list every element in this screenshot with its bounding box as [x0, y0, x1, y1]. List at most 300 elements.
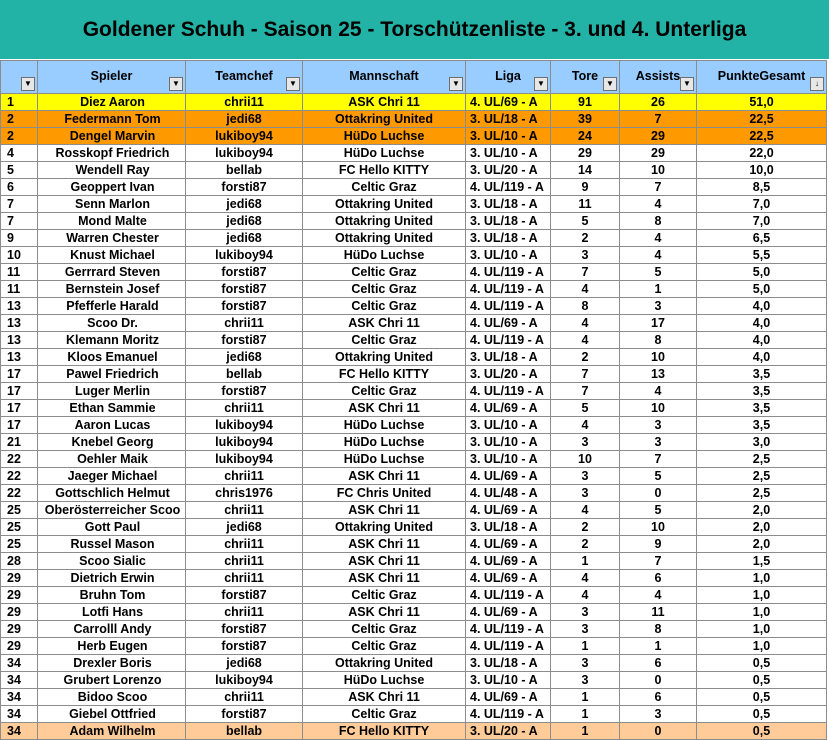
rank-cell[interactable]: 34 — [1, 706, 38, 723]
goals-cell[interactable]: 4 — [551, 502, 620, 519]
liga-cell[interactable]: 3. UL/20 - A — [466, 723, 551, 740]
rank-cell[interactable]: 28 — [1, 553, 38, 570]
teamchef-cell[interactable]: lukiboy94 — [186, 672, 303, 689]
goals-cell[interactable]: 2 — [551, 230, 620, 247]
rank-cell[interactable]: 13 — [1, 298, 38, 315]
points-cell[interactable]: 7,0 — [697, 213, 827, 230]
liga-cell[interactable]: 3. UL/20 - A — [466, 366, 551, 383]
rank-cell[interactable]: 22 — [1, 485, 38, 502]
rank-cell[interactable]: 13 — [1, 349, 38, 366]
team-cell[interactable]: Ottakring United — [303, 196, 466, 213]
team-cell[interactable]: Celtic Graz — [303, 621, 466, 638]
goals-cell[interactable]: 4 — [551, 570, 620, 587]
dropdown-arrow-icon[interactable]: ▼ — [603, 77, 617, 91]
points-cell[interactable]: 1,0 — [697, 638, 827, 655]
liga-cell[interactable]: 4. UL/69 - A — [466, 604, 551, 621]
rank-cell[interactable]: 29 — [1, 621, 38, 638]
teamchef-cell[interactable]: forsti87 — [186, 179, 303, 196]
goals-cell[interactable]: 3 — [551, 434, 620, 451]
teamchef-cell[interactable]: lukiboy94 — [186, 434, 303, 451]
goals-cell[interactable]: 11 — [551, 196, 620, 213]
assists-cell[interactable]: 11 — [620, 604, 697, 621]
player-cell[interactable]: Knebel Georg — [38, 434, 186, 451]
team-cell[interactable]: FC Chris United — [303, 485, 466, 502]
team-cell[interactable]: ASK Chri 11 — [303, 94, 466, 111]
assists-cell[interactable]: 4 — [620, 587, 697, 604]
rank-cell[interactable]: 34 — [1, 672, 38, 689]
player-cell[interactable]: Pawel Friedrich — [38, 366, 186, 383]
liga-cell[interactable]: 4. UL/119 - A — [466, 383, 551, 400]
player-cell[interactable]: Gott Paul — [38, 519, 186, 536]
rank-cell[interactable]: 25 — [1, 536, 38, 553]
rank-cell[interactable]: 4 — [1, 145, 38, 162]
liga-cell[interactable]: 3. UL/10 - A — [466, 128, 551, 145]
teamchef-cell[interactable]: forsti87 — [186, 621, 303, 638]
goals-cell[interactable]: 29 — [551, 145, 620, 162]
player-cell[interactable]: Dengel Marvin — [38, 128, 186, 145]
liga-cell[interactable]: 4. UL/119 - A — [466, 281, 551, 298]
liga-cell[interactable]: 3. UL/10 - A — [466, 434, 551, 451]
rank-cell[interactable]: 25 — [1, 519, 38, 536]
player-cell[interactable]: Dietrich Erwin — [38, 570, 186, 587]
goals-cell[interactable]: 3 — [551, 621, 620, 638]
points-cell[interactable]: 10,0 — [697, 162, 827, 179]
points-cell[interactable]: 4,0 — [697, 349, 827, 366]
liga-cell[interactable]: 3. UL/10 - A — [466, 451, 551, 468]
team-cell[interactable]: ASK Chri 11 — [303, 689, 466, 706]
teamchef-cell[interactable]: bellab — [186, 723, 303, 740]
liga-cell[interactable]: 3. UL/10 - A — [466, 145, 551, 162]
team-cell[interactable]: Ottakring United — [303, 111, 466, 128]
points-cell[interactable]: 4,0 — [697, 298, 827, 315]
teamchef-cell[interactable]: lukiboy94 — [186, 417, 303, 434]
points-cell[interactable]: 4,0 — [697, 315, 827, 332]
team-cell[interactable]: ASK Chri 11 — [303, 400, 466, 417]
player-cell[interactable]: Geoppert Ivan — [38, 179, 186, 196]
liga-cell[interactable]: 4. UL/119 - A — [466, 638, 551, 655]
assists-cell[interactable]: 6 — [620, 655, 697, 672]
player-cell[interactable]: Federmann Tom — [38, 111, 186, 128]
liga-cell[interactable]: 3. UL/18 - A — [466, 213, 551, 230]
teamchef-cell[interactable]: forsti87 — [186, 706, 303, 723]
team-cell[interactable]: FC Hello KITTY — [303, 162, 466, 179]
player-cell[interactable]: Jaeger Michael — [38, 468, 186, 485]
rank-cell[interactable]: 10 — [1, 247, 38, 264]
goals-cell[interactable]: 1 — [551, 723, 620, 740]
rank-cell[interactable]: 17 — [1, 366, 38, 383]
player-cell[interactable]: Kloos Emanuel — [38, 349, 186, 366]
liga-cell[interactable]: 3. UL/18 - A — [466, 519, 551, 536]
team-cell[interactable]: Celtic Graz — [303, 179, 466, 196]
rank-cell[interactable]: 1 — [1, 94, 38, 111]
teamchef-cell[interactable]: lukiboy94 — [186, 128, 303, 145]
teamchef-cell[interactable]: chrii11 — [186, 400, 303, 417]
liga-cell[interactable]: 4. UL/69 - A — [466, 570, 551, 587]
teamchef-cell[interactable]: jedi68 — [186, 655, 303, 672]
goals-cell[interactable]: 10 — [551, 451, 620, 468]
teamchef-cell[interactable]: lukiboy94 — [186, 145, 303, 162]
team-cell[interactable]: Celtic Graz — [303, 706, 466, 723]
team-cell[interactable]: ASK Chri 11 — [303, 604, 466, 621]
assists-cell[interactable]: 10 — [620, 519, 697, 536]
assists-cell[interactable]: 6 — [620, 689, 697, 706]
points-cell[interactable]: 5,0 — [697, 264, 827, 281]
liga-cell[interactable]: 3. UL/10 - A — [466, 417, 551, 434]
goals-cell[interactable]: 1 — [551, 553, 620, 570]
liga-cell[interactable]: 4. UL/119 - A — [466, 587, 551, 604]
points-cell[interactable]: 2,0 — [697, 519, 827, 536]
points-cell[interactable]: 4,0 — [697, 332, 827, 349]
teamchef-cell[interactable]: forsti87 — [186, 587, 303, 604]
points-cell[interactable]: 0,5 — [697, 723, 827, 740]
teamchef-cell[interactable]: chrii11 — [186, 553, 303, 570]
team-cell[interactable]: Celtic Graz — [303, 383, 466, 400]
liga-cell[interactable]: 4. UL/119 - A — [466, 179, 551, 196]
team-cell[interactable]: Celtic Graz — [303, 638, 466, 655]
team-cell[interactable]: ASK Chri 11 — [303, 315, 466, 332]
assists-cell[interactable]: 3 — [620, 706, 697, 723]
goals-cell[interactable]: 3 — [551, 468, 620, 485]
points-cell[interactable]: 22,5 — [697, 128, 827, 145]
teamchef-cell[interactable]: chrii11 — [186, 502, 303, 519]
assists-cell[interactable]: 3 — [620, 434, 697, 451]
goals-cell[interactable]: 1 — [551, 706, 620, 723]
rank-cell[interactable]: 13 — [1, 332, 38, 349]
rank-cell[interactable]: 21 — [1, 434, 38, 451]
liga-cell[interactable]: 3. UL/18 - A — [466, 655, 551, 672]
team-cell[interactable]: HüDo Luchse — [303, 672, 466, 689]
teamchef-cell[interactable]: lukiboy94 — [186, 247, 303, 264]
liga-cell[interactable]: 4. UL/119 - A — [466, 332, 551, 349]
points-cell[interactable]: 2,0 — [697, 536, 827, 553]
points-cell[interactable]: 2,5 — [697, 451, 827, 468]
player-cell[interactable]: Bruhn Tom — [38, 587, 186, 604]
liga-cell[interactable]: 4. UL/48 - A — [466, 485, 551, 502]
team-cell[interactable]: FC Hello KITTY — [303, 723, 466, 740]
assists-cell[interactable]: 3 — [620, 298, 697, 315]
teamchef-cell[interactable]: lukiboy94 — [186, 451, 303, 468]
dropdown-arrow-icon[interactable]: ▼ — [680, 77, 694, 91]
goals-cell[interactable]: 5 — [551, 400, 620, 417]
points-cell[interactable]: 51,0 — [697, 94, 827, 111]
dropdown-arrow-icon[interactable]: ▼ — [21, 77, 35, 91]
assists-cell[interactable]: 5 — [620, 264, 697, 281]
points-cell[interactable]: 0,5 — [697, 672, 827, 689]
points-cell[interactable]: 1,0 — [697, 587, 827, 604]
goals-cell[interactable]: 7 — [551, 264, 620, 281]
assists-cell[interactable]: 0 — [620, 485, 697, 502]
assists-cell[interactable]: 4 — [620, 230, 697, 247]
dropdown-arrow-icon[interactable]: ▼ — [286, 77, 300, 91]
teamchef-cell[interactable]: chrii11 — [186, 536, 303, 553]
assists-cell[interactable]: 7 — [620, 179, 697, 196]
assists-cell[interactable]: 13 — [620, 366, 697, 383]
teamchef-cell[interactable]: forsti87 — [186, 281, 303, 298]
dropdown-arrow-icon[interactable]: ▼ — [449, 77, 463, 91]
teamchef-cell[interactable]: chrii11 — [186, 94, 303, 111]
player-cell[interactable]: Herb Eugen — [38, 638, 186, 655]
rank-cell[interactable]: 34 — [1, 655, 38, 672]
rank-cell[interactable]: 34 — [1, 723, 38, 740]
liga-cell[interactable]: 4. UL/119 - A — [466, 621, 551, 638]
liga-cell[interactable]: 3. UL/18 - A — [466, 349, 551, 366]
team-cell[interactable]: ASK Chri 11 — [303, 570, 466, 587]
teamchef-cell[interactable]: chris1976 — [186, 485, 303, 502]
assists-cell[interactable]: 4 — [620, 247, 697, 264]
goals-cell[interactable]: 5 — [551, 213, 620, 230]
liga-cell[interactable]: 4. UL/119 - A — [466, 298, 551, 315]
points-cell[interactable]: 2,0 — [697, 502, 827, 519]
team-cell[interactable]: Celtic Graz — [303, 298, 466, 315]
player-cell[interactable]: Bidoo Scoo — [38, 689, 186, 706]
assists-cell[interactable]: 5 — [620, 502, 697, 519]
teamchef-cell[interactable]: chrii11 — [186, 468, 303, 485]
player-cell[interactable]: Scoo Dr. — [38, 315, 186, 332]
points-cell[interactable]: 0,5 — [697, 655, 827, 672]
goals-cell[interactable]: 2 — [551, 519, 620, 536]
liga-cell[interactable]: 4. UL/69 - A — [466, 536, 551, 553]
goals-cell[interactable]: 2 — [551, 536, 620, 553]
points-cell[interactable]: 3,5 — [697, 383, 827, 400]
teamchef-cell[interactable]: jedi68 — [186, 349, 303, 366]
assists-cell[interactable]: 7 — [620, 553, 697, 570]
goals-cell[interactable]: 3 — [551, 604, 620, 621]
team-cell[interactable]: Celtic Graz — [303, 281, 466, 298]
rank-cell[interactable]: 22 — [1, 451, 38, 468]
liga-cell[interactable]: 3. UL/20 - A — [466, 162, 551, 179]
goals-cell[interactable]: 1 — [551, 638, 620, 655]
team-cell[interactable]: HüDo Luchse — [303, 451, 466, 468]
points-cell[interactable]: 0,5 — [697, 689, 827, 706]
assists-cell[interactable]: 8 — [620, 621, 697, 638]
rank-cell[interactable]: 34 — [1, 689, 38, 706]
player-cell[interactable]: Grubert Lorenzo — [38, 672, 186, 689]
points-cell[interactable]: 8,5 — [697, 179, 827, 196]
assists-cell[interactable]: 7 — [620, 451, 697, 468]
team-cell[interactable]: Ottakring United — [303, 230, 466, 247]
player-cell[interactable]: Drexler Boris — [38, 655, 186, 672]
assists-cell[interactable]: 1 — [620, 281, 697, 298]
rank-cell[interactable]: 17 — [1, 400, 38, 417]
goals-cell[interactable]: 3 — [551, 247, 620, 264]
goals-cell[interactable]: 8 — [551, 298, 620, 315]
rank-cell[interactable]: 29 — [1, 570, 38, 587]
assists-cell[interactable]: 0 — [620, 672, 697, 689]
goals-cell[interactable]: 14 — [551, 162, 620, 179]
points-cell[interactable]: 3,5 — [697, 417, 827, 434]
player-cell[interactable]: Klemann Moritz — [38, 332, 186, 349]
assists-cell[interactable]: 17 — [620, 315, 697, 332]
assists-cell[interactable]: 10 — [620, 400, 697, 417]
rank-cell[interactable]: 11 — [1, 264, 38, 281]
teamchef-cell[interactable]: chrii11 — [186, 570, 303, 587]
teamchef-cell[interactable]: jedi68 — [186, 519, 303, 536]
points-cell[interactable]: 7,0 — [697, 196, 827, 213]
player-cell[interactable]: Bernstein Josef — [38, 281, 186, 298]
team-cell[interactable]: ASK Chri 11 — [303, 468, 466, 485]
teamchef-cell[interactable]: jedi68 — [186, 230, 303, 247]
liga-cell[interactable]: 4. UL/69 - A — [466, 315, 551, 332]
team-cell[interactable]: Ottakring United — [303, 349, 466, 366]
player-cell[interactable]: Knust Michael — [38, 247, 186, 264]
team-cell[interactable]: HüDo Luchse — [303, 128, 466, 145]
goals-cell[interactable]: 9 — [551, 179, 620, 196]
points-cell[interactable]: 2,5 — [697, 485, 827, 502]
points-cell[interactable]: 5,0 — [697, 281, 827, 298]
player-cell[interactable]: Gerrrard Steven — [38, 264, 186, 281]
goals-cell[interactable]: 4 — [551, 417, 620, 434]
points-cell[interactable]: 6,5 — [697, 230, 827, 247]
rank-cell[interactable]: 29 — [1, 587, 38, 604]
teamchef-cell[interactable]: chrii11 — [186, 315, 303, 332]
rank-cell[interactable]: 9 — [1, 230, 38, 247]
team-cell[interactable]: Ottakring United — [303, 655, 466, 672]
assists-cell[interactable]: 10 — [620, 162, 697, 179]
player-cell[interactable]: Scoo Sialic — [38, 553, 186, 570]
goals-cell[interactable]: 2 — [551, 349, 620, 366]
teamchef-cell[interactable]: chrii11 — [186, 604, 303, 621]
liga-cell[interactable]: 4. UL/69 - A — [466, 553, 551, 570]
points-cell[interactable]: 3,5 — [697, 400, 827, 417]
points-cell[interactable]: 3,0 — [697, 434, 827, 451]
sort-descending-icon[interactable]: ↓ — [810, 77, 824, 91]
liga-cell[interactable]: 3. UL/10 - A — [466, 247, 551, 264]
team-cell[interactable]: HüDo Luchse — [303, 247, 466, 264]
points-cell[interactable]: 22,5 — [697, 111, 827, 128]
assists-cell[interactable]: 0 — [620, 723, 697, 740]
liga-cell[interactable]: 3. UL/18 - A — [466, 230, 551, 247]
dropdown-arrow-icon[interactable]: ▼ — [534, 77, 548, 91]
liga-cell[interactable]: 4. UL/119 - A — [466, 264, 551, 281]
team-cell[interactable]: ASK Chri 11 — [303, 536, 466, 553]
player-cell[interactable]: Russel Mason — [38, 536, 186, 553]
teamchef-cell[interactable]: jedi68 — [186, 111, 303, 128]
team-cell[interactable]: ASK Chri 11 — [303, 553, 466, 570]
player-cell[interactable]: Adam Wilhelm — [38, 723, 186, 740]
liga-cell[interactable]: 3. UL/10 - A — [466, 672, 551, 689]
teamchef-cell[interactable]: bellab — [186, 366, 303, 383]
points-cell[interactable]: 1,0 — [697, 570, 827, 587]
assists-cell[interactable]: 26 — [620, 94, 697, 111]
player-cell[interactable]: Mond Malte — [38, 213, 186, 230]
assists-cell[interactable]: 29 — [620, 145, 697, 162]
team-cell[interactable]: FC Hello KITTY — [303, 366, 466, 383]
rank-cell[interactable]: 7 — [1, 213, 38, 230]
player-cell[interactable]: Senn Marlon — [38, 196, 186, 213]
player-cell[interactable]: Pfefferle Harald — [38, 298, 186, 315]
goals-cell[interactable]: 4 — [551, 281, 620, 298]
liga-cell[interactable]: 4. UL/69 - A — [466, 94, 551, 111]
goals-cell[interactable]: 7 — [551, 366, 620, 383]
team-cell[interactable]: HüDo Luchse — [303, 434, 466, 451]
player-cell[interactable]: Lotfi Hans — [38, 604, 186, 621]
goals-cell[interactable]: 3 — [551, 485, 620, 502]
liga-cell[interactable]: 3. UL/18 - A — [466, 111, 551, 128]
rank-cell[interactable]: 7 — [1, 196, 38, 213]
dropdown-arrow-icon[interactable]: ▼ — [169, 77, 183, 91]
assists-cell[interactable]: 4 — [620, 196, 697, 213]
team-cell[interactable]: Celtic Graz — [303, 332, 466, 349]
player-cell[interactable]: Oberösterreicher Scoo — [38, 502, 186, 519]
player-cell[interactable]: Wendell Ray — [38, 162, 186, 179]
assists-cell[interactable]: 6 — [620, 570, 697, 587]
assists-cell[interactable]: 8 — [620, 332, 697, 349]
player-cell[interactable]: Aaron Lucas — [38, 417, 186, 434]
teamchef-cell[interactable]: forsti87 — [186, 332, 303, 349]
assists-cell[interactable]: 5 — [620, 468, 697, 485]
points-cell[interactable]: 1,0 — [697, 604, 827, 621]
goals-cell[interactable]: 7 — [551, 383, 620, 400]
rank-cell[interactable]: 5 — [1, 162, 38, 179]
player-cell[interactable]: Diez Aaron — [38, 94, 186, 111]
assists-cell[interactable]: 1 — [620, 638, 697, 655]
points-cell[interactable]: 0,5 — [697, 706, 827, 723]
teamchef-cell[interactable]: forsti87 — [186, 264, 303, 281]
player-cell[interactable]: Giebel Ottfried — [38, 706, 186, 723]
assists-cell[interactable]: 29 — [620, 128, 697, 145]
goals-cell[interactable]: 4 — [551, 315, 620, 332]
points-cell[interactable]: 1,0 — [697, 621, 827, 638]
points-cell[interactable]: 2,5 — [697, 468, 827, 485]
goals-cell[interactable]: 24 — [551, 128, 620, 145]
assists-cell[interactable]: 3 — [620, 417, 697, 434]
rank-cell[interactable]: 2 — [1, 111, 38, 128]
liga-cell[interactable]: 4. UL/69 - A — [466, 502, 551, 519]
teamchef-cell[interactable]: forsti87 — [186, 638, 303, 655]
team-cell[interactable]: ASK Chri 11 — [303, 502, 466, 519]
assists-cell[interactable]: 8 — [620, 213, 697, 230]
points-cell[interactable]: 3,5 — [697, 366, 827, 383]
goals-cell[interactable]: 4 — [551, 587, 620, 604]
rank-cell[interactable]: 17 — [1, 417, 38, 434]
assists-cell[interactable]: 10 — [620, 349, 697, 366]
goals-cell[interactable]: 91 — [551, 94, 620, 111]
rank-cell[interactable]: 11 — [1, 281, 38, 298]
liga-cell[interactable]: 4. UL/69 - A — [466, 689, 551, 706]
player-cell[interactable]: Gottschlich Helmut — [38, 485, 186, 502]
player-cell[interactable]: Warren Chester — [38, 230, 186, 247]
rank-cell[interactable]: 6 — [1, 179, 38, 196]
teamchef-cell[interactable]: jedi68 — [186, 213, 303, 230]
assists-cell[interactable]: 4 — [620, 383, 697, 400]
points-cell[interactable]: 5,5 — [697, 247, 827, 264]
teamchef-cell[interactable]: forsti87 — [186, 383, 303, 400]
player-cell[interactable]: Oehler Maik — [38, 451, 186, 468]
team-cell[interactable]: HüDo Luchse — [303, 417, 466, 434]
liga-cell[interactable]: 3. UL/18 - A — [466, 196, 551, 213]
points-cell[interactable]: 22,0 — [697, 145, 827, 162]
liga-cell[interactable]: 4. UL/119 - A — [466, 706, 551, 723]
goals-cell[interactable]: 3 — [551, 655, 620, 672]
assists-cell[interactable]: 7 — [620, 111, 697, 128]
player-cell[interactable]: Carrolll Andy — [38, 621, 186, 638]
goals-cell[interactable]: 4 — [551, 332, 620, 349]
team-cell[interactable]: Ottakring United — [303, 213, 466, 230]
rank-cell[interactable]: 2 — [1, 128, 38, 145]
team-cell[interactable]: Celtic Graz — [303, 264, 466, 281]
goals-cell[interactable]: 39 — [551, 111, 620, 128]
liga-cell[interactable]: 4. UL/69 - A — [466, 468, 551, 485]
rank-cell[interactable]: 22 — [1, 468, 38, 485]
rank-cell[interactable]: 29 — [1, 604, 38, 621]
team-cell[interactable]: HüDo Luchse — [303, 145, 466, 162]
rank-cell[interactable]: 13 — [1, 315, 38, 332]
rank-cell[interactable]: 29 — [1, 638, 38, 655]
liga-cell[interactable]: 4. UL/69 - A — [466, 400, 551, 417]
player-cell[interactable]: Rosskopf Friedrich — [38, 145, 186, 162]
teamchef-cell[interactable]: chrii11 — [186, 689, 303, 706]
teamchef-cell[interactable]: forsti87 — [186, 298, 303, 315]
